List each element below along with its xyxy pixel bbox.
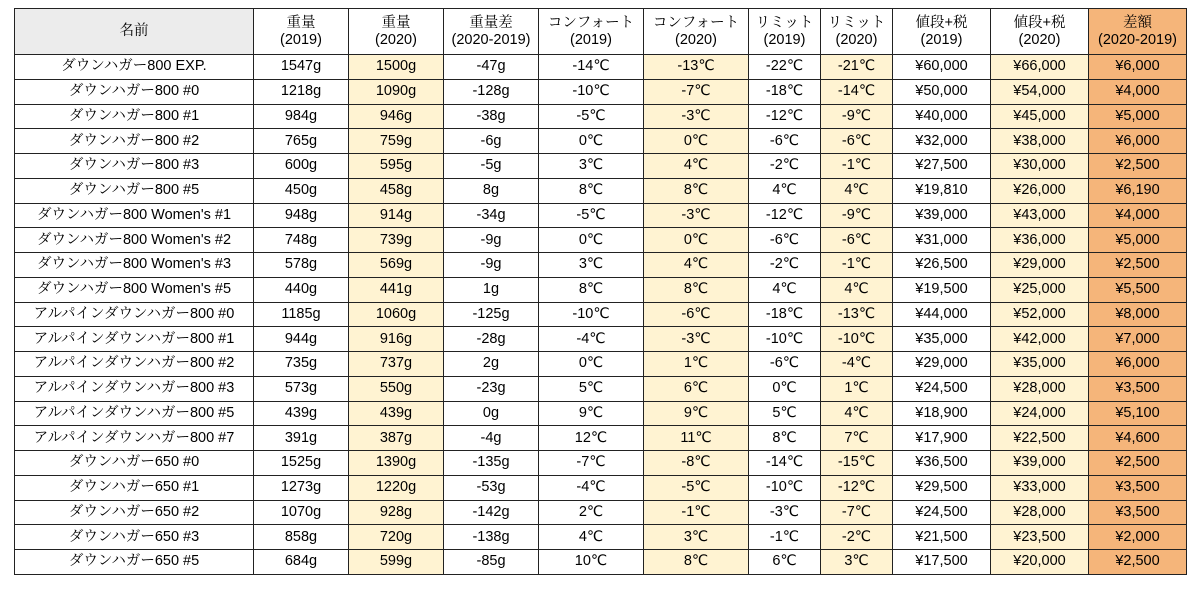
cell-limit-2019: 8℃ [749,426,821,451]
header-label: 値段+税 [915,14,968,31]
cell-price-2020: ¥28,000 [991,376,1089,401]
cell-weight-2020: 387g [349,426,444,451]
table-body [15,55,1187,575]
cell-comfort-2020: -13℃ [644,55,749,80]
cell-weight-2019: 858g [254,525,349,550]
cell-price-2020: ¥24,000 [991,401,1089,426]
cell-comfort-2019: 5℃ [539,376,644,401]
cell-comfort-2019: 8℃ [539,178,644,203]
cell-weight-2019: 439g [254,401,349,426]
header-label: 差額 [1123,14,1152,31]
cell-comfort-2020: -3℃ [644,104,749,129]
cell-comfort-2019: 2℃ [539,500,644,525]
cell-name: ダウンハガー650 #0 [15,451,254,476]
header-year: (2020) [835,31,878,48]
cell-name: アルパインダウンハガー800 #2 [15,352,254,377]
cell-comfort-2020: 8℃ [644,178,749,203]
cell-name: ダウンハガー650 #1 [15,475,254,500]
cell-comfort-2020: -7℃ [644,79,749,104]
cell-name: ダウンハガー800 #5 [15,178,254,203]
header-weight-2020 [349,9,444,55]
cell-price-diff: ¥2,000 [1089,525,1187,550]
cell-price-2020: ¥43,000 [991,203,1089,228]
cell-comfort-2019: 8℃ [539,277,644,302]
cell-limit-2020: -15℃ [821,451,893,476]
cell-price-2020: ¥42,000 [991,327,1089,352]
table-row [15,154,1187,179]
header-price-2020 [991,9,1089,55]
cell-name: ダウンハガー650 #5 [15,550,254,575]
cell-weight-2019: 391g [254,426,349,451]
cell-price-2020: ¥36,000 [991,228,1089,253]
cell-price-diff: ¥2,500 [1089,550,1187,575]
cell-name: アルパインダウンハガー800 #0 [15,302,254,327]
cell-weight-diff: -9g [444,228,539,253]
cell-comfort-2020: -6℃ [644,302,749,327]
cell-price-2019: ¥31,000 [893,228,991,253]
cell-weight-diff: -6g [444,129,539,154]
cell-price-diff: ¥3,500 [1089,500,1187,525]
cell-limit-2019: 4℃ [749,277,821,302]
cell-weight-2020: 916g [349,327,444,352]
cell-weight-2020: 1390g [349,451,444,476]
cell-comfort-2020: 6℃ [644,376,749,401]
cell-limit-2019: -12℃ [749,104,821,129]
cell-weight-2019: 573g [254,376,349,401]
cell-limit-2020: 7℃ [821,426,893,451]
table-row [15,253,1187,278]
cell-weight-diff: -125g [444,302,539,327]
cell-weight-diff: -9g [444,253,539,278]
cell-weight-diff: -4g [444,426,539,451]
cell-price-2019: ¥21,500 [893,525,991,550]
cell-weight-2019: 600g [254,154,349,179]
cell-limit-2020: -13℃ [821,302,893,327]
cell-weight-2020: 737g [349,352,444,377]
cell-price-2020: ¥20,000 [991,550,1089,575]
cell-price-diff: ¥8,000 [1089,302,1187,327]
cell-price-2019: ¥18,900 [893,401,991,426]
cell-weight-2019: 1185g [254,302,349,327]
cell-comfort-2019: 4℃ [539,525,644,550]
cell-limit-2019: -3℃ [749,500,821,525]
cell-weight-2019: 748g [254,228,349,253]
spec-comparison-table [14,8,1187,575]
cell-comfort-2020: 8℃ [644,550,749,575]
cell-weight-diff: -138g [444,525,539,550]
cell-weight-2019: 1070g [254,500,349,525]
header-row [15,9,1187,55]
header-limit-2020 [821,9,893,55]
cell-price-2020: ¥66,000 [991,55,1089,80]
table-row [15,525,1187,550]
cell-limit-2020: -12℃ [821,475,893,500]
cell-limit-2020: -2℃ [821,525,893,550]
cell-limit-2019: -6℃ [749,352,821,377]
cell-name: ダウンハガー650 #3 [15,525,254,550]
cell-weight-2020: 946g [349,104,444,129]
cell-name: ダウンハガー650 #2 [15,500,254,525]
cell-comfort-2020: 4℃ [644,253,749,278]
cell-price-2019: ¥32,000 [893,129,991,154]
cell-price-2019: ¥17,900 [893,426,991,451]
cell-weight-2020: 759g [349,129,444,154]
header-comfort-2019 [539,9,644,55]
cell-limit-2019: -1℃ [749,525,821,550]
header-label: コンフォート [547,14,635,31]
cell-price-2020: ¥28,000 [991,500,1089,525]
cell-limit-2020: -4℃ [821,352,893,377]
cell-comfort-2019: 3℃ [539,253,644,278]
cell-price-2020: ¥29,000 [991,253,1089,278]
cell-limit-2019: -2℃ [749,253,821,278]
cell-comfort-2020: 4℃ [644,154,749,179]
spec-table-container [14,8,1187,575]
cell-comfort-2020: -3℃ [644,203,749,228]
cell-comfort-2019: -5℃ [539,203,644,228]
header-year: (2020) [1018,31,1061,48]
cell-weight-2019: 1273g [254,475,349,500]
cell-comfort-2020: 9℃ [644,401,749,426]
cell-weight-diff: 2g [444,352,539,377]
cell-limit-2020: 4℃ [821,277,893,302]
cell-limit-2019: -18℃ [749,79,821,104]
cell-weight-2019: 440g [254,277,349,302]
cell-price-2020: ¥23,500 [991,525,1089,550]
cell-price-diff: ¥4,000 [1089,203,1187,228]
header-label: リミット [827,14,886,31]
table-row [15,178,1187,203]
header-label: 重量 [286,14,316,31]
header-label: 重量 [381,14,411,31]
cell-price-2019: ¥19,500 [893,277,991,302]
header-year: (2019) [920,31,963,48]
cell-limit-2019: -6℃ [749,228,821,253]
cell-weight-diff: -53g [444,475,539,500]
cell-weight-2019: 1547g [254,55,349,80]
cell-price-2020: ¥25,000 [991,277,1089,302]
cell-limit-2020: -9℃ [821,104,893,129]
cell-limit-2020: -6℃ [821,228,893,253]
cell-comfort-2019: -4℃ [539,327,644,352]
cell-limit-2019: -14℃ [749,451,821,476]
cell-limit-2020: 3℃ [821,550,893,575]
header-label: リミット [755,14,814,31]
cell-price-diff: ¥5,500 [1089,277,1187,302]
cell-weight-2020: 1500g [349,55,444,80]
table-header [15,9,1187,55]
cell-price-2019: ¥26,500 [893,253,991,278]
cell-weight-2019: 944g [254,327,349,352]
cell-price-2019: ¥36,500 [893,451,991,476]
cell-price-2019: ¥29,000 [893,352,991,377]
cell-price-diff: ¥3,500 [1089,475,1187,500]
header-weight-diff [444,9,539,55]
header-price-2019 [893,9,991,55]
cell-limit-2020: -9℃ [821,203,893,228]
cell-name: アルパインダウンハガー800 #1 [15,327,254,352]
header-comfort-2020 [644,9,749,55]
table-row [15,475,1187,500]
cell-price-2019: ¥35,000 [893,327,991,352]
header-limit-2019 [749,9,821,55]
cell-weight-2020: 458g [349,178,444,203]
table-row [15,228,1187,253]
cell-comfort-2020: -1℃ [644,500,749,525]
cell-weight-diff: 0g [444,401,539,426]
cell-comfort-2020: 1℃ [644,352,749,377]
cell-comfort-2019: -7℃ [539,451,644,476]
cell-weight-2019: 450g [254,178,349,203]
cell-price-2019: ¥17,500 [893,550,991,575]
cell-limit-2020: -7℃ [821,500,893,525]
cell-price-2019: ¥19,810 [893,178,991,203]
cell-weight-2020: 720g [349,525,444,550]
cell-limit-2019: -10℃ [749,475,821,500]
cell-limit-2019: -12℃ [749,203,821,228]
cell-comfort-2020: 3℃ [644,525,749,550]
header-weight-2019 [254,9,349,55]
cell-limit-2020: -1℃ [821,253,893,278]
cell-comfort-2019: 3℃ [539,154,644,179]
cell-weight-2020: 1060g [349,302,444,327]
cell-price-diff: ¥2,500 [1089,253,1187,278]
cell-comfort-2019: 12℃ [539,426,644,451]
cell-comfort-2019: 10℃ [539,550,644,575]
cell-limit-2019: -6℃ [749,129,821,154]
table-row [15,451,1187,476]
header-year: (2019) [280,31,322,48]
cell-price-diff: ¥6,190 [1089,178,1187,203]
header-label: 重量差 [469,14,513,31]
cell-comfort-2019: 0℃ [539,129,644,154]
cell-comfort-2020: -5℃ [644,475,749,500]
cell-limit-2019: 6℃ [749,550,821,575]
table-row [15,277,1187,302]
cell-weight-diff: -23g [444,376,539,401]
cell-price-2019: ¥24,500 [893,500,991,525]
cell-price-2020: ¥52,000 [991,302,1089,327]
cell-name: ダウンハガー800 Women's #5 [15,277,254,302]
cell-limit-2020: 4℃ [821,178,893,203]
cell-name: ダウンハガー800 #0 [15,79,254,104]
cell-price-diff: ¥5,100 [1089,401,1187,426]
cell-price-diff: ¥6,000 [1089,352,1187,377]
header-year: (2020) [675,31,717,48]
cell-weight-2019: 1525g [254,451,349,476]
table-row [15,352,1187,377]
table-row [15,401,1187,426]
header-label: 値段+税 [1013,14,1066,31]
cell-weight-2020: 441g [349,277,444,302]
cell-limit-2019: 4℃ [749,178,821,203]
cell-weight-2019: 984g [254,104,349,129]
cell-limit-2020: 4℃ [821,401,893,426]
cell-limit-2019: -10℃ [749,327,821,352]
cell-weight-2019: 1218g [254,79,349,104]
cell-price-2020: ¥45,000 [991,104,1089,129]
cell-price-2019: ¥27,500 [893,154,991,179]
cell-comfort-2020: -3℃ [644,327,749,352]
cell-weight-2020: 550g [349,376,444,401]
header-year: (2019) [570,31,612,48]
cell-name: ダウンハガー800 EXP. [15,55,254,80]
cell-weight-2019: 735g [254,352,349,377]
cell-name: ダウンハガー800 #2 [15,129,254,154]
cell-price-2019: ¥40,000 [893,104,991,129]
cell-comfort-2019: 0℃ [539,352,644,377]
cell-name: ダウンハガー800 Women's #2 [15,228,254,253]
cell-weight-diff: -5g [444,154,539,179]
table-row [15,376,1187,401]
cell-weight-diff: -85g [444,550,539,575]
cell-comfort-2019: -10℃ [539,79,644,104]
cell-limit-2019: 0℃ [749,376,821,401]
cell-name: ダウンハガー800 #1 [15,104,254,129]
cell-weight-2019: 684g [254,550,349,575]
cell-price-2019: ¥24,500 [893,376,991,401]
cell-weight-diff: -34g [444,203,539,228]
cell-price-2019: ¥39,000 [893,203,991,228]
cell-price-2020: ¥30,000 [991,154,1089,179]
cell-price-2019: ¥50,000 [893,79,991,104]
header-year: (2020-2019) [451,31,531,48]
cell-price-diff: ¥2,500 [1089,154,1187,179]
table-row [15,104,1187,129]
cell-limit-2019: -18℃ [749,302,821,327]
cell-price-2020: ¥35,000 [991,352,1089,377]
cell-comfort-2019: -14℃ [539,55,644,80]
cell-price-2020: ¥38,000 [991,129,1089,154]
table-row [15,500,1187,525]
cell-weight-diff: -128g [444,79,539,104]
cell-limit-2020: -6℃ [821,129,893,154]
cell-name: アルパインダウンハガー800 #5 [15,401,254,426]
cell-weight-2020: 439g [349,401,444,426]
cell-limit-2020: -10℃ [821,327,893,352]
cell-comfort-2019: 9℃ [539,401,644,426]
cell-name: ダウンハガー800 Women's #1 [15,203,254,228]
cell-comfort-2020: 8℃ [644,277,749,302]
cell-price-2020: ¥39,000 [991,451,1089,476]
table-row [15,203,1187,228]
cell-price-2020: ¥26,000 [991,178,1089,203]
cell-comfort-2019: -4℃ [539,475,644,500]
header-price-diff [1089,9,1187,55]
header-label: コンフォート [652,14,740,31]
cell-weight-diff: 1g [444,277,539,302]
table-row [15,426,1187,451]
cell-weight-2019: 948g [254,203,349,228]
cell-weight-diff: -38g [444,104,539,129]
header-year: (2019) [763,31,806,48]
cell-weight-diff: -47g [444,55,539,80]
cell-price-diff: ¥2,500 [1089,451,1187,476]
cell-name: ダウンハガー800 #3 [15,154,254,179]
cell-weight-2019: 578g [254,253,349,278]
cell-price-diff: ¥6,000 [1089,129,1187,154]
cell-limit-2020: -21℃ [821,55,893,80]
cell-comfort-2020: 0℃ [644,228,749,253]
table-row [15,302,1187,327]
cell-comfort-2020: 0℃ [644,129,749,154]
header-label: 名前 [119,23,149,39]
cell-limit-2019: 5℃ [749,401,821,426]
cell-comfort-2019: -5℃ [539,104,644,129]
cell-price-2019: ¥29,500 [893,475,991,500]
header-name [15,9,254,55]
cell-comfort-2019: 0℃ [539,228,644,253]
cell-comfort-2020: 11℃ [644,426,749,451]
cell-weight-2020: 1090g [349,79,444,104]
cell-price-2019: ¥44,000 [893,302,991,327]
table-row [15,79,1187,104]
cell-price-diff: ¥5,000 [1089,104,1187,129]
cell-price-diff: ¥4,600 [1089,426,1187,451]
cell-price-diff: ¥6,000 [1089,55,1187,80]
cell-price-diff: ¥3,500 [1089,376,1187,401]
cell-weight-2020: 599g [349,550,444,575]
cell-weight-diff: -135g [444,451,539,476]
cell-weight-2020: 1220g [349,475,444,500]
cell-weight-diff: 8g [444,178,539,203]
cell-weight-2020: 569g [349,253,444,278]
cell-name: アルパインダウンハガー800 #3 [15,376,254,401]
cell-limit-2020: 1℃ [821,376,893,401]
cell-weight-diff: -28g [444,327,539,352]
cell-weight-2020: 595g [349,154,444,179]
cell-comfort-2020: -8℃ [644,451,749,476]
table-row [15,327,1187,352]
cell-price-2020: ¥22,500 [991,426,1089,451]
table-row [15,550,1187,575]
cell-weight-2020: 914g [349,203,444,228]
table-row [15,129,1187,154]
cell-price-2019: ¥60,000 [893,55,991,80]
cell-name: ダウンハガー800 Women's #3 [15,253,254,278]
cell-weight-2020: 928g [349,500,444,525]
table-row [15,55,1187,80]
cell-limit-2020: -1℃ [821,154,893,179]
cell-weight-2020: 739g [349,228,444,253]
cell-limit-2019: -22℃ [749,55,821,80]
cell-name: アルパインダウンハガー800 #7 [15,426,254,451]
header-year: (2020-2019) [1098,31,1177,48]
cell-weight-2019: 765g [254,129,349,154]
cell-price-diff: ¥7,000 [1089,327,1187,352]
cell-limit-2020: -14℃ [821,79,893,104]
cell-weight-diff: -142g [444,500,539,525]
cell-price-2020: ¥33,000 [991,475,1089,500]
cell-price-2020: ¥54,000 [991,79,1089,104]
cell-limit-2019: -2℃ [749,154,821,179]
cell-price-diff: ¥4,000 [1089,79,1187,104]
cell-comfort-2019: -10℃ [539,302,644,327]
header-year: (2020) [375,31,417,48]
cell-price-diff: ¥5,000 [1089,228,1187,253]
